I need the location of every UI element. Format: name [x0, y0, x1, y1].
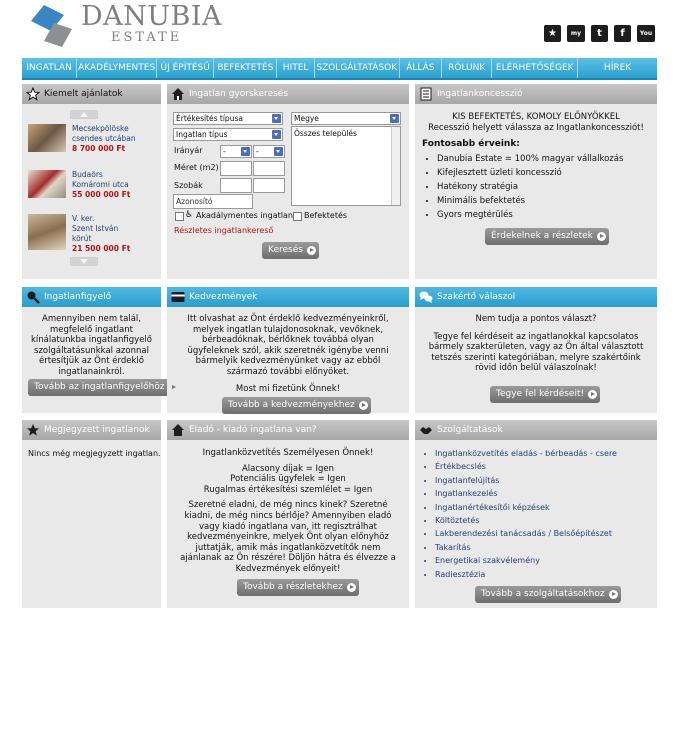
county-select[interactable]: Megye: [291, 112, 401, 125]
property-subtitle: Komáromi utca: [72, 180, 129, 189]
nav-uj-epitesu[interactable]: ÚJ ÉPÍTÉSŰ: [157, 58, 214, 78]
concession-line2: Recesszió helyett válassza az Ingatlankoncessziót!: [428, 122, 644, 133]
wheelchair-icon: ♿: [185, 210, 194, 220]
service-link[interactable]: Ingatlankezelés: [435, 489, 498, 499]
speech-bubble-icon: [419, 290, 433, 304]
seller-button[interactable]: Tovább a részletekhez: [237, 579, 359, 596]
chevron-down-icon: [272, 114, 281, 123]
property-price: 8 700 000 Ft: [72, 144, 126, 153]
size-to-input[interactable]: [253, 161, 285, 176]
seller-box: [167, 420, 409, 608]
watch-box: [22, 287, 165, 413]
nav-hirek[interactable]: HÍREK: [603, 63, 632, 73]
handshake-icon: [419, 423, 433, 437]
discounts-text2: Most mi fizetünk Önnek!: [235, 383, 341, 394]
seller-p2a: Alacsony díjak = Igen: [241, 463, 335, 474]
seller-p2c: Rugalmas értékesítési szemlélet = Igen: [203, 484, 373, 495]
star-icon: [26, 423, 40, 437]
featured-header: [22, 84, 161, 104]
nav-ingatlan[interactable]: INGATLAN: [22, 58, 77, 78]
property-subtitle: csendes utcában: [72, 134, 136, 143]
property-price: 21 500 000 Ft: [72, 244, 131, 253]
rooms-from-input[interactable]: [220, 178, 252, 193]
services-title: Szolgáltatások: [437, 425, 503, 435]
list-item: • Gyors megtérülés: [437, 208, 657, 222]
id-input[interactable]: Azonosító: [173, 194, 253, 209]
watch-text: Amennyiben nem talál, megfelelő ingatlant kínálatunkba ingatlanfigyelő szolgáltatásunkkal azonnal értesítjük az Önt érdeklő ingatlanainkról.: [30, 314, 152, 377]
barrier-free-checkbox[interactable]: [175, 212, 184, 221]
saved-header: [22, 420, 161, 440]
nav-hitel[interactable]: HITEL: [277, 58, 314, 78]
service-link[interactable]: Költöztetés: [435, 516, 480, 526]
seller-p1: Ingatlanközvetítés Személyesen Önnek!: [202, 448, 374, 458]
featured-item[interactable]: [28, 170, 148, 208]
settlement-list[interactable]: Összes település: [291, 126, 401, 206]
expert-title: Szakértő válaszol: [437, 292, 516, 302]
saved-empty-text: Nincs még megjegyzett ingatlan.: [28, 449, 161, 458]
social-icons: [544, 25, 655, 42]
service-link[interactable]: Radiesztézia: [435, 569, 486, 579]
facebook-icon[interactable]: f: [614, 25, 631, 42]
sale-type-select[interactable]: Értékesítés típusa: [173, 112, 283, 125]
rooms-to-input[interactable]: [253, 178, 285, 193]
featured-title: Kiemelt ajánlatok: [44, 89, 123, 99]
service-link[interactable]: Ingatlanközvetítés eladás - bérbeadás - csere: [435, 449, 617, 458]
concession-details-button[interactable]: Érdekelnek a részletek: [485, 228, 609, 245]
twitter-icon[interactable]: t: [591, 25, 608, 42]
house-icon: [171, 87, 185, 101]
list-item: • Hatékony stratégia: [437, 180, 657, 194]
seller-p3: Szeretné eladni, de még nincs kinek? Szeretné kiadni, de még nincs bérlője? Amennyiben eladó vagy kiadó ingatlana van, itt regisztrálhat kedvezményeinkre, melyek Önt olyan előnyhöz juttatják, amik más ingatlanközvetítők nem ajánlanak az Ön részére! Döljön hátra és élvezze a Kedvezmények előnyeit!: [180, 500, 396, 574]
main-nav: [22, 58, 657, 80]
expert-button[interactable]: Tegye fel kérdéseit!: [490, 386, 600, 403]
list-item: • Kifejlesztett üzleti koncesszió: [437, 166, 657, 180]
size-from-input[interactable]: [220, 161, 252, 176]
nav-akadalymentes[interactable]: AKADÉLYMENTES: [77, 58, 157, 78]
discounts-text: Itt olvashat az Önt érdeklő kedvezményeinkről, melyek ingatlan tulajdonosoknak, vevőknek, bérbeadóknak, bérlőknek továbbá olyan ügyfeleknek szól, akik szeretnék igénybe venni bármelyik kedvezményünket vagy az ebből származó további előnyöket.: [187, 314, 389, 377]
chevron-down-icon: [274, 147, 283, 156]
investment-checkbox[interactable]: [293, 212, 302, 221]
saved-box: [22, 420, 161, 608]
service-link[interactable]: Ingatlanértékesítői képzések: [435, 502, 550, 512]
seller-p2b: Potenciális ügyfelek = Igen: [230, 474, 346, 485]
list-item: • Minimális befektetés: [437, 194, 657, 208]
featured-box: [22, 84, 161, 279]
featured-item[interactable]: [28, 214, 148, 258]
property-price: 55 000 000 Ft: [72, 190, 131, 199]
scroll-up-button[interactable]: [70, 110, 98, 119]
barrier-free-label: Akadálymentes ingatlan: [196, 211, 293, 220]
scroll-down-button[interactable]: [70, 257, 98, 266]
card-icon: [171, 290, 185, 304]
property-title: V. ker.: [72, 214, 95, 223]
investment-label: Befektetés: [304, 211, 348, 220]
star-outline-icon: [26, 87, 40, 101]
chevron-down-icon: [390, 114, 399, 123]
concession-box: [415, 84, 657, 279]
logo-name: DANUBIA: [81, 1, 223, 32]
quicksearch-box: [167, 84, 409, 279]
property-type-select[interactable]: Ingatlan típus: [173, 128, 283, 141]
saved-title: Megjegyzett ingatlanok: [44, 425, 150, 435]
chevron-down-icon: [272, 130, 281, 139]
services-list: [415, 447, 657, 581]
youtube-icon[interactable]: You: [637, 25, 655, 42]
property-title: Mecsekpölöske: [72, 124, 129, 133]
chevron-down-icon: [241, 147, 250, 156]
concession-line1: KIS BEFEKTETÉS, KOMOLY ELŐNYÖKKEL: [452, 112, 620, 122]
expert-text1: Nem tudja a pontos választ?: [475, 314, 597, 324]
size-label: Méret (m2): [174, 163, 219, 172]
property-title: Budaörs: [72, 170, 103, 179]
search-button[interactable]: Keresés: [262, 242, 319, 259]
service-link[interactable]: Lakberendezési tanácsadás / Belsőépítészet: [435, 529, 612, 539]
service-link[interactable]: Takarítás: [435, 542, 471, 552]
expert-box: [415, 287, 657, 413]
concession-list: [421, 152, 657, 222]
house-lock-icon: [171, 423, 185, 437]
concession-subtitle: Fontosabb érveink:: [422, 139, 520, 150]
concession-title: Ingatlankoncesszió: [437, 89, 523, 99]
list-item: • Danubia Estate = 100% magyar vállalkozás: [437, 152, 657, 166]
property-subtitle-2: körút: [72, 234, 92, 243]
expert-header: [415, 287, 657, 307]
watch-title: Ingatlanfigyelő: [44, 292, 112, 302]
myspace-icon[interactable]: my: [567, 25, 585, 42]
logo-sub: ESTATE: [111, 30, 183, 45]
nav-befektetes[interactable]: BEFEKTETÉS: [214, 58, 277, 78]
star-icon[interactable]: ★: [544, 25, 561, 42]
document-icon: [419, 87, 433, 101]
discounts-box: [167, 287, 409, 413]
price-label: Irányár: [174, 146, 203, 155]
nav-allas[interactable]: ÁLLÁS: [400, 58, 442, 78]
nav-elerhetosegek[interactable]: ELÉRHETŐSÉGEK: [492, 58, 578, 78]
price-from-select[interactable]: -: [220, 145, 252, 158]
services-header: [415, 420, 657, 440]
expert-text2: Tegye fel kérdéseit az ingatlanokkal kapcsolatos bármely szakterületen, vagy az Ön által választott tetszés szerinti kategóriában, melyre szakértőink rövid időn belül válaszolnak!: [428, 331, 644, 374]
scrollbar[interactable]: [391, 127, 400, 205]
services-box: [415, 420, 657, 608]
service-link[interactable]: Értékbecslés: [435, 462, 486, 472]
price-to-select[interactable]: -: [253, 145, 285, 158]
service-link[interactable]: Ingatlanfelújítás: [435, 475, 500, 485]
concession-header: [415, 84, 657, 104]
magnifier-icon: [26, 290, 40, 304]
discounts-button[interactable]: Tovább a kedvezményekhez: [222, 397, 371, 414]
quicksearch-header: [167, 84, 409, 104]
quicksearch-title: Ingatlan gyorskeresés: [189, 89, 289, 99]
services-button[interactable]: Tovább a szolgáltatásokhoz: [475, 586, 621, 603]
seller-title: Eladó - kiadó ingatlana van?: [189, 425, 317, 435]
nav-szolgaltatasok[interactable]: SZOLGÁLTATÁSOK: [315, 58, 400, 78]
seller-header: [167, 420, 409, 440]
discounts-header: [167, 287, 409, 307]
nav-rolunk[interactable]: RÓLUNK: [442, 58, 492, 78]
property-photo: [28, 124, 66, 152]
watch-button[interactable]: Tovább az ingatlanfigyelőhöz: [28, 379, 181, 396]
service-link[interactable]: Energetikai szakvélemény: [435, 556, 540, 566]
property-photo: [28, 214, 66, 250]
watch-header: [22, 287, 161, 307]
logo-mark-icon: [24, 3, 79, 48]
property-photo: [28, 170, 66, 198]
rooms-label: Szobák: [174, 181, 203, 190]
featured-item[interactable]: [28, 124, 148, 162]
detailed-search-link[interactable]: Részletes ingatlankereső: [174, 226, 274, 235]
property-subtitle: Szent István: [72, 224, 119, 233]
discounts-title: Kedvezmények: [189, 292, 258, 302]
